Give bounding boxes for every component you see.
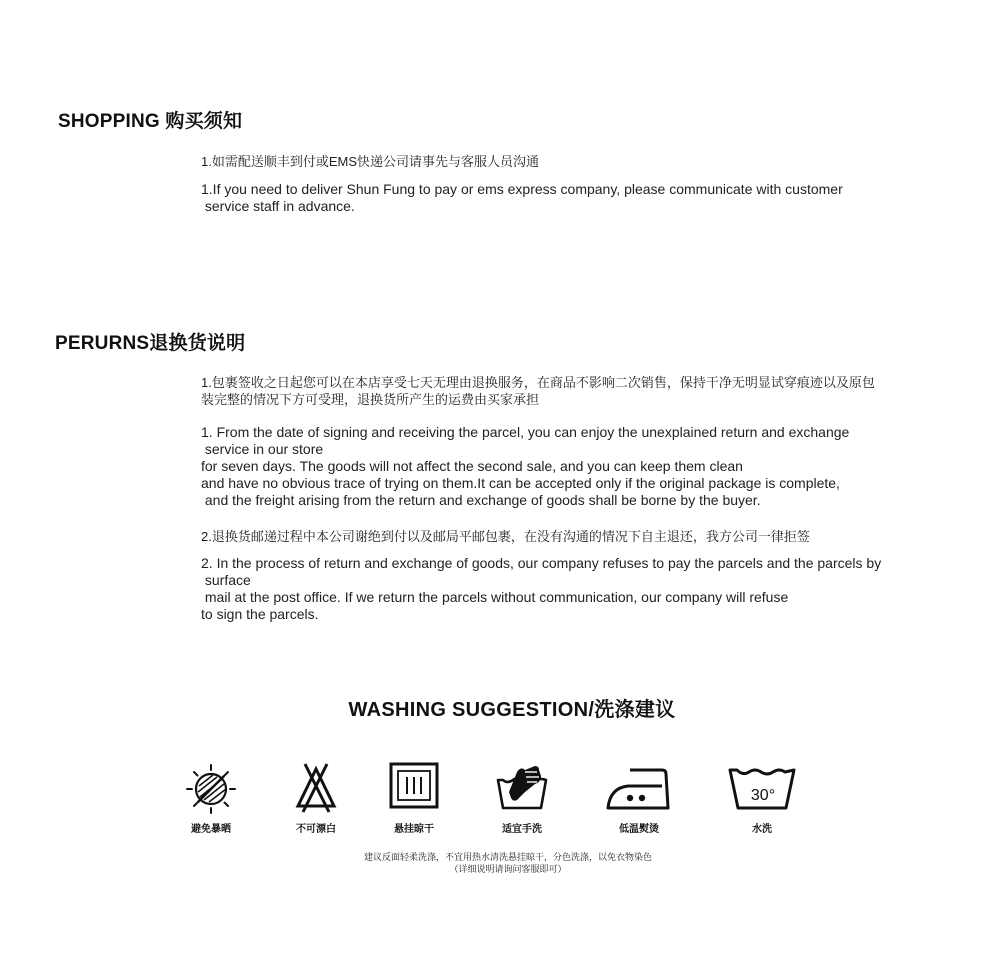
low-iron-icon (604, 762, 674, 816)
washing-note-line1: 建议反面轻柔洗涤，不宜用热水清洗悬挂晾干，分色洗涤，以免衣物染色 (363, 852, 652, 862)
hang-dry-icon (387, 762, 441, 816)
shopping-line-cn: 1.如需配送顺丰到付或EMS快递公司请事先与客服人员沟通 (201, 154, 540, 169)
returns-p2-cn: 2.退换货邮递过程中本公司谢绝到付以及邮局平邮包裹，在没有沟通的情况下自主退还，我方公司一律拒签 (201, 529, 810, 544)
no-sun-item (166, 762, 256, 835)
low-iron-item (594, 762, 684, 835)
no-bleach-icon (289, 762, 343, 816)
washing-title: WASHING SUGGESTION/洗涤建议 (348, 699, 676, 721)
no-sun-label: 避免暴晒 (191, 824, 231, 835)
shopping-heading: SHOPPING 购买须知 (58, 111, 243, 132)
hang-dry-label: 悬挂晾干 (394, 824, 434, 835)
returns-heading: PERURNS退换货说明 (55, 333, 246, 354)
no-bleach-item (271, 762, 361, 835)
low-iron-label: 低温熨烫 (619, 824, 659, 835)
hand-wash-label: 适宜手洗 (502, 824, 542, 835)
shopping-line-en: 1.If you need to deliver Shun Fung to pay or ems express company, please communicate with customer service staff in advance. (201, 181, 843, 214)
water-wash-item (717, 762, 807, 835)
no-bleach-label: 不可漂白 (296, 824, 336, 835)
hang-dry-item (369, 762, 459, 835)
hand-wash-icon (495, 762, 549, 816)
water-wash-icon (727, 762, 797, 816)
returns-p1-cn: 1.包裹签收之日起您可以在本店享受七天无理由退换服务，在商品不影响二次销售，保持干净无明显试穿痕迹以及原包 装完整的情况下方可受理，退换货所产生的运费由买家承担 (201, 375, 875, 407)
water-wash-label: 水洗 (752, 824, 772, 835)
returns-p1-en: 1. From the date of signing and receiving the parcel, you can enjoy the unexplained return and exchange service in our store for seven days. The goods will not affect the second sale, and you can keep them clean and have no obvious trace of trying on them.It can be accepted only if the original package is complete, and the freight arising from the return and exchange of goods shall be borne by the buyer. (201, 424, 850, 508)
washing-note-line2: （详细说明请询问客服即可） (449, 864, 567, 874)
water-temp: 30° (750, 787, 776, 804)
returns-p2-en: 2. In the process of return and exchange of goods, our company refuses to pay the parcels and the parcels by surface mail at the post office. If we return the parcels without communication, our company will refuse to sign the parcels. (201, 555, 882, 622)
hand-wash-item (477, 762, 567, 835)
no-sun-icon (184, 762, 238, 816)
